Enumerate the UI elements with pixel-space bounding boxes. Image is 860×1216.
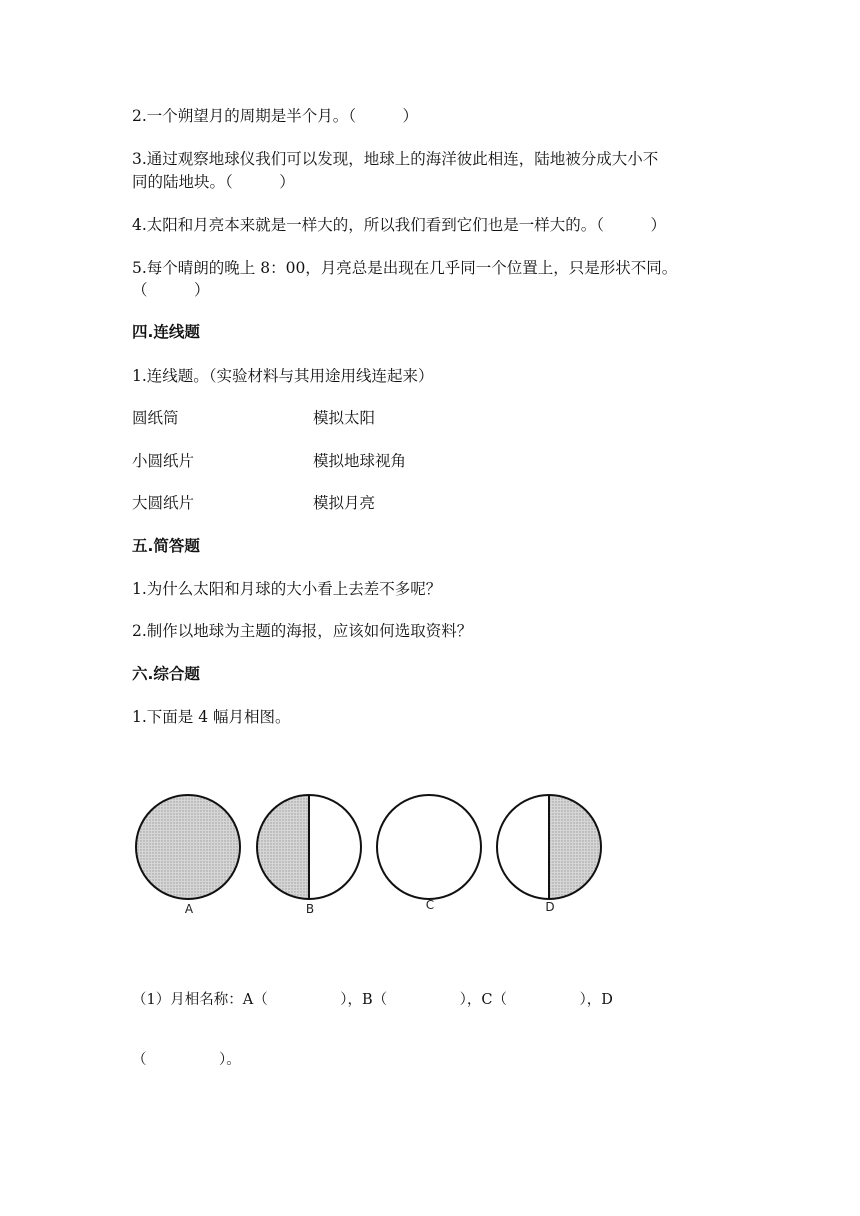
phase-label-d: D — [545, 900, 555, 914]
comprehensive-question-1: 1.下面是 4 幅月相图。 — [132, 708, 291, 726]
tf-question-5-line1: 5.每个晴朗的晚上 8：00，月亮总是出现在几乎同一个位置上，只是形状不同。 — [132, 259, 678, 277]
material-item-1: 圆纸筒 — [132, 409, 179, 427]
use-item-3: 模拟月亮 — [313, 494, 376, 512]
short-answer-question-1: 1.为什么太阳和月球的大小看上去差不多呢？ — [132, 580, 442, 598]
tf-question-4: 4.太阳和月亮本来就是一样大的，所以我们看到它们也是一样大的。（ ） — [132, 216, 667, 234]
moon-phase-d — [495, 792, 605, 914]
matching-question: 1.连线题。（实验材料与其用途用线连起来） — [132, 367, 434, 385]
phase-label-b: B — [305, 902, 315, 916]
material-item-2: 小圆纸片 — [132, 452, 195, 470]
phase-label-a: A — [184, 902, 194, 916]
material-item-3: 大圆纸片 — [132, 494, 195, 512]
moon-phases-figure — [134, 792, 614, 932]
moon-phase-c — [375, 792, 485, 912]
left-half-shaded-moon-icon — [255, 792, 365, 902]
use-item-2: 模拟地球视角 — [313, 452, 407, 470]
unshaded-moon-icon — [375, 792, 485, 902]
phase-naming-line-2: （ ）。 — [132, 1052, 241, 1068]
moon-phase-a — [134, 792, 244, 916]
full-shaded-moon-icon — [134, 792, 244, 902]
section-5-heading: 五.简答题 — [132, 537, 200, 555]
tf-question-5-line2: （ ） — [132, 281, 210, 299]
section-6-heading: 六.综合题 — [132, 665, 200, 683]
section-4-heading: 四.连线题 — [132, 323, 200, 341]
tf-question-3-line1: 3.通过观察地球仪我们可以发现，地球上的海洋彼此相连，陆地被分成大小不 — [132, 150, 659, 168]
phase-label-c: C — [425, 898, 435, 912]
tf-question-2: 2.一个朔望月的周期是半个月。（ ） — [132, 107, 419, 125]
moon-phase-b — [255, 792, 365, 916]
tf-question-3-line2: 同的陆地块。（ ） — [132, 173, 295, 191]
right-half-shaded-moon-icon — [495, 792, 605, 902]
use-item-1: 模拟太阳 — [313, 409, 376, 427]
phase-naming-line-1: （1）月相名称：A（ ），B（ ），C（ ），D — [132, 992, 613, 1008]
short-answer-question-2: 2.制作以地球为主题的海报，应该如何选取资料？ — [132, 622, 473, 640]
